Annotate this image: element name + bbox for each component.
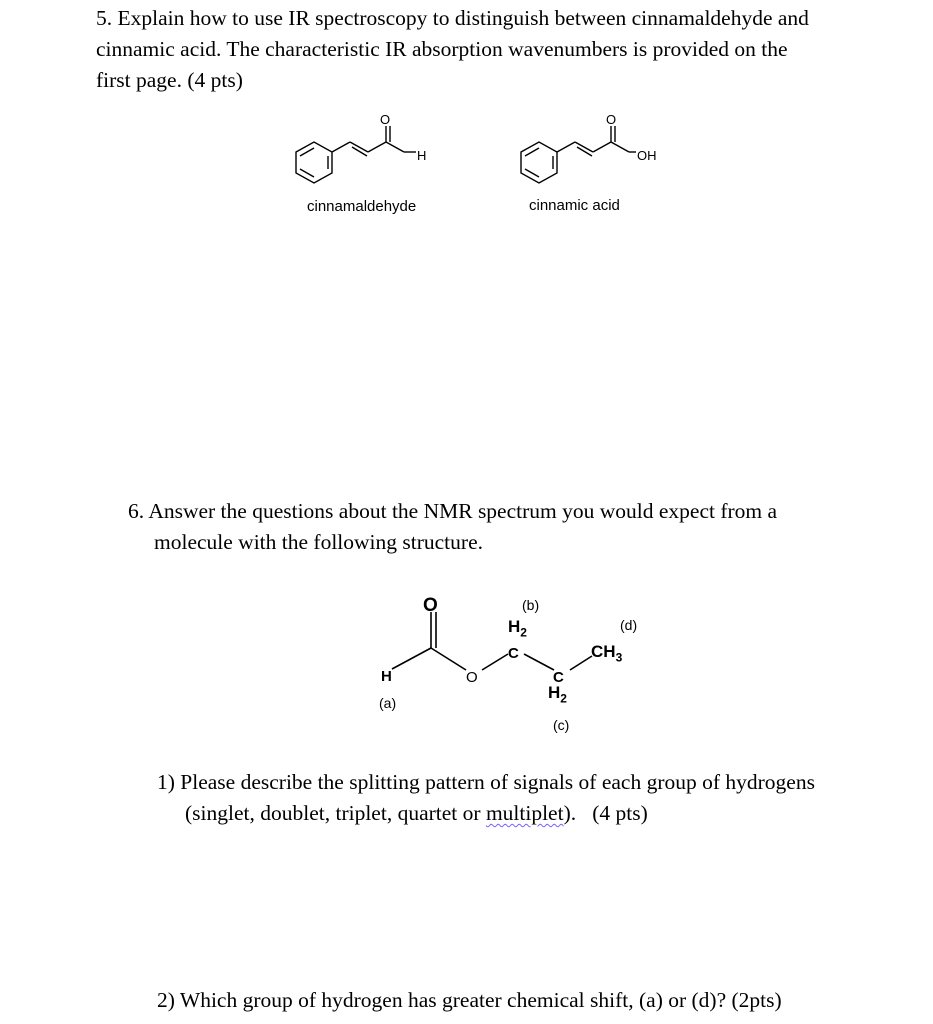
- ester-ch3-subscript: 3: [615, 650, 623, 665]
- ester-carbon-c: C: [553, 669, 564, 686]
- q6-line-2: molecule with the following structure.: [154, 530, 483, 554]
- spellcheck-word-multiplet: multiplet: [485, 801, 564, 825]
- q6-line-1: 6. Answer the questions about the NMR spectrum you would expect from a: [128, 499, 778, 523]
- ester-label-a: (a): [379, 695, 397, 711]
- ester-label-d: (d): [620, 617, 638, 633]
- cinnamic-acid-atom-oh: OH: [637, 148, 657, 163]
- ester-h2-c: [548, 683, 567, 705]
- cinnamaldehyde-atom-o: O: [380, 112, 391, 127]
- q5-line-1: 5. Explain how to use IR spectroscopy to distinguish between cinnamaldehyde and: [96, 6, 809, 30]
- sub1-line-1: 1) Please describe the splitting pattern of signals of each group of hydrogens: [157, 770, 815, 794]
- ester-ch3-text: CH: [591, 642, 616, 661]
- cinnamic-acid-structure: [521, 126, 636, 183]
- ester-label-b: (b): [522, 597, 540, 613]
- cinnamic-acid-atom-o: O: [606, 112, 617, 127]
- ester-bond-h-carbonyl: [392, 648, 431, 669]
- ester-h2-c-subscript: 2: [560, 691, 567, 706]
- q5-line-3: first page. (4 pts): [96, 68, 243, 92]
- ester-h2-b-h: H: [508, 617, 521, 636]
- cinnamic-acid-label: cinnamic acid: [529, 197, 620, 214]
- sub1-line-2-post: ). (4 pts): [563, 801, 648, 825]
- q5-line-2: cinnamic acid. The characteristic IR absorption wavenumbers is provided on the: [96, 37, 788, 61]
- sub1-line-2: [185, 798, 648, 829]
- ester-structure: [392, 612, 592, 670]
- cinnamaldehyde-label: cinnamaldehyde: [307, 198, 417, 215]
- ester-atom-o: O: [466, 669, 478, 686]
- ester-h2-b-subscript: 2: [520, 625, 527, 640]
- ester-atom-h: H: [381, 668, 392, 685]
- ester-label-c: (c): [553, 717, 570, 733]
- cinnamaldehyde-structure: [296, 126, 416, 183]
- sub2-line-1: 2) Which group of hydrogen has greater chemical shift, (a) or (d)? (2pts): [157, 988, 782, 1012]
- sub1-line-2-pre: (singlet, doublet, triplet, quartet or: [185, 801, 486, 825]
- ester-h2-c-h: H: [548, 683, 561, 702]
- ester-h2-b: [508, 617, 527, 639]
- ester-carbon-b: C: [508, 645, 519, 662]
- ester-carbonyl-o: O: [423, 595, 438, 616]
- cinnamaldehyde-atom-h: H: [417, 148, 427, 163]
- ester-ch3: [591, 642, 622, 664]
- cinnamaldehyde-bond-ring-chain: [332, 142, 350, 152]
